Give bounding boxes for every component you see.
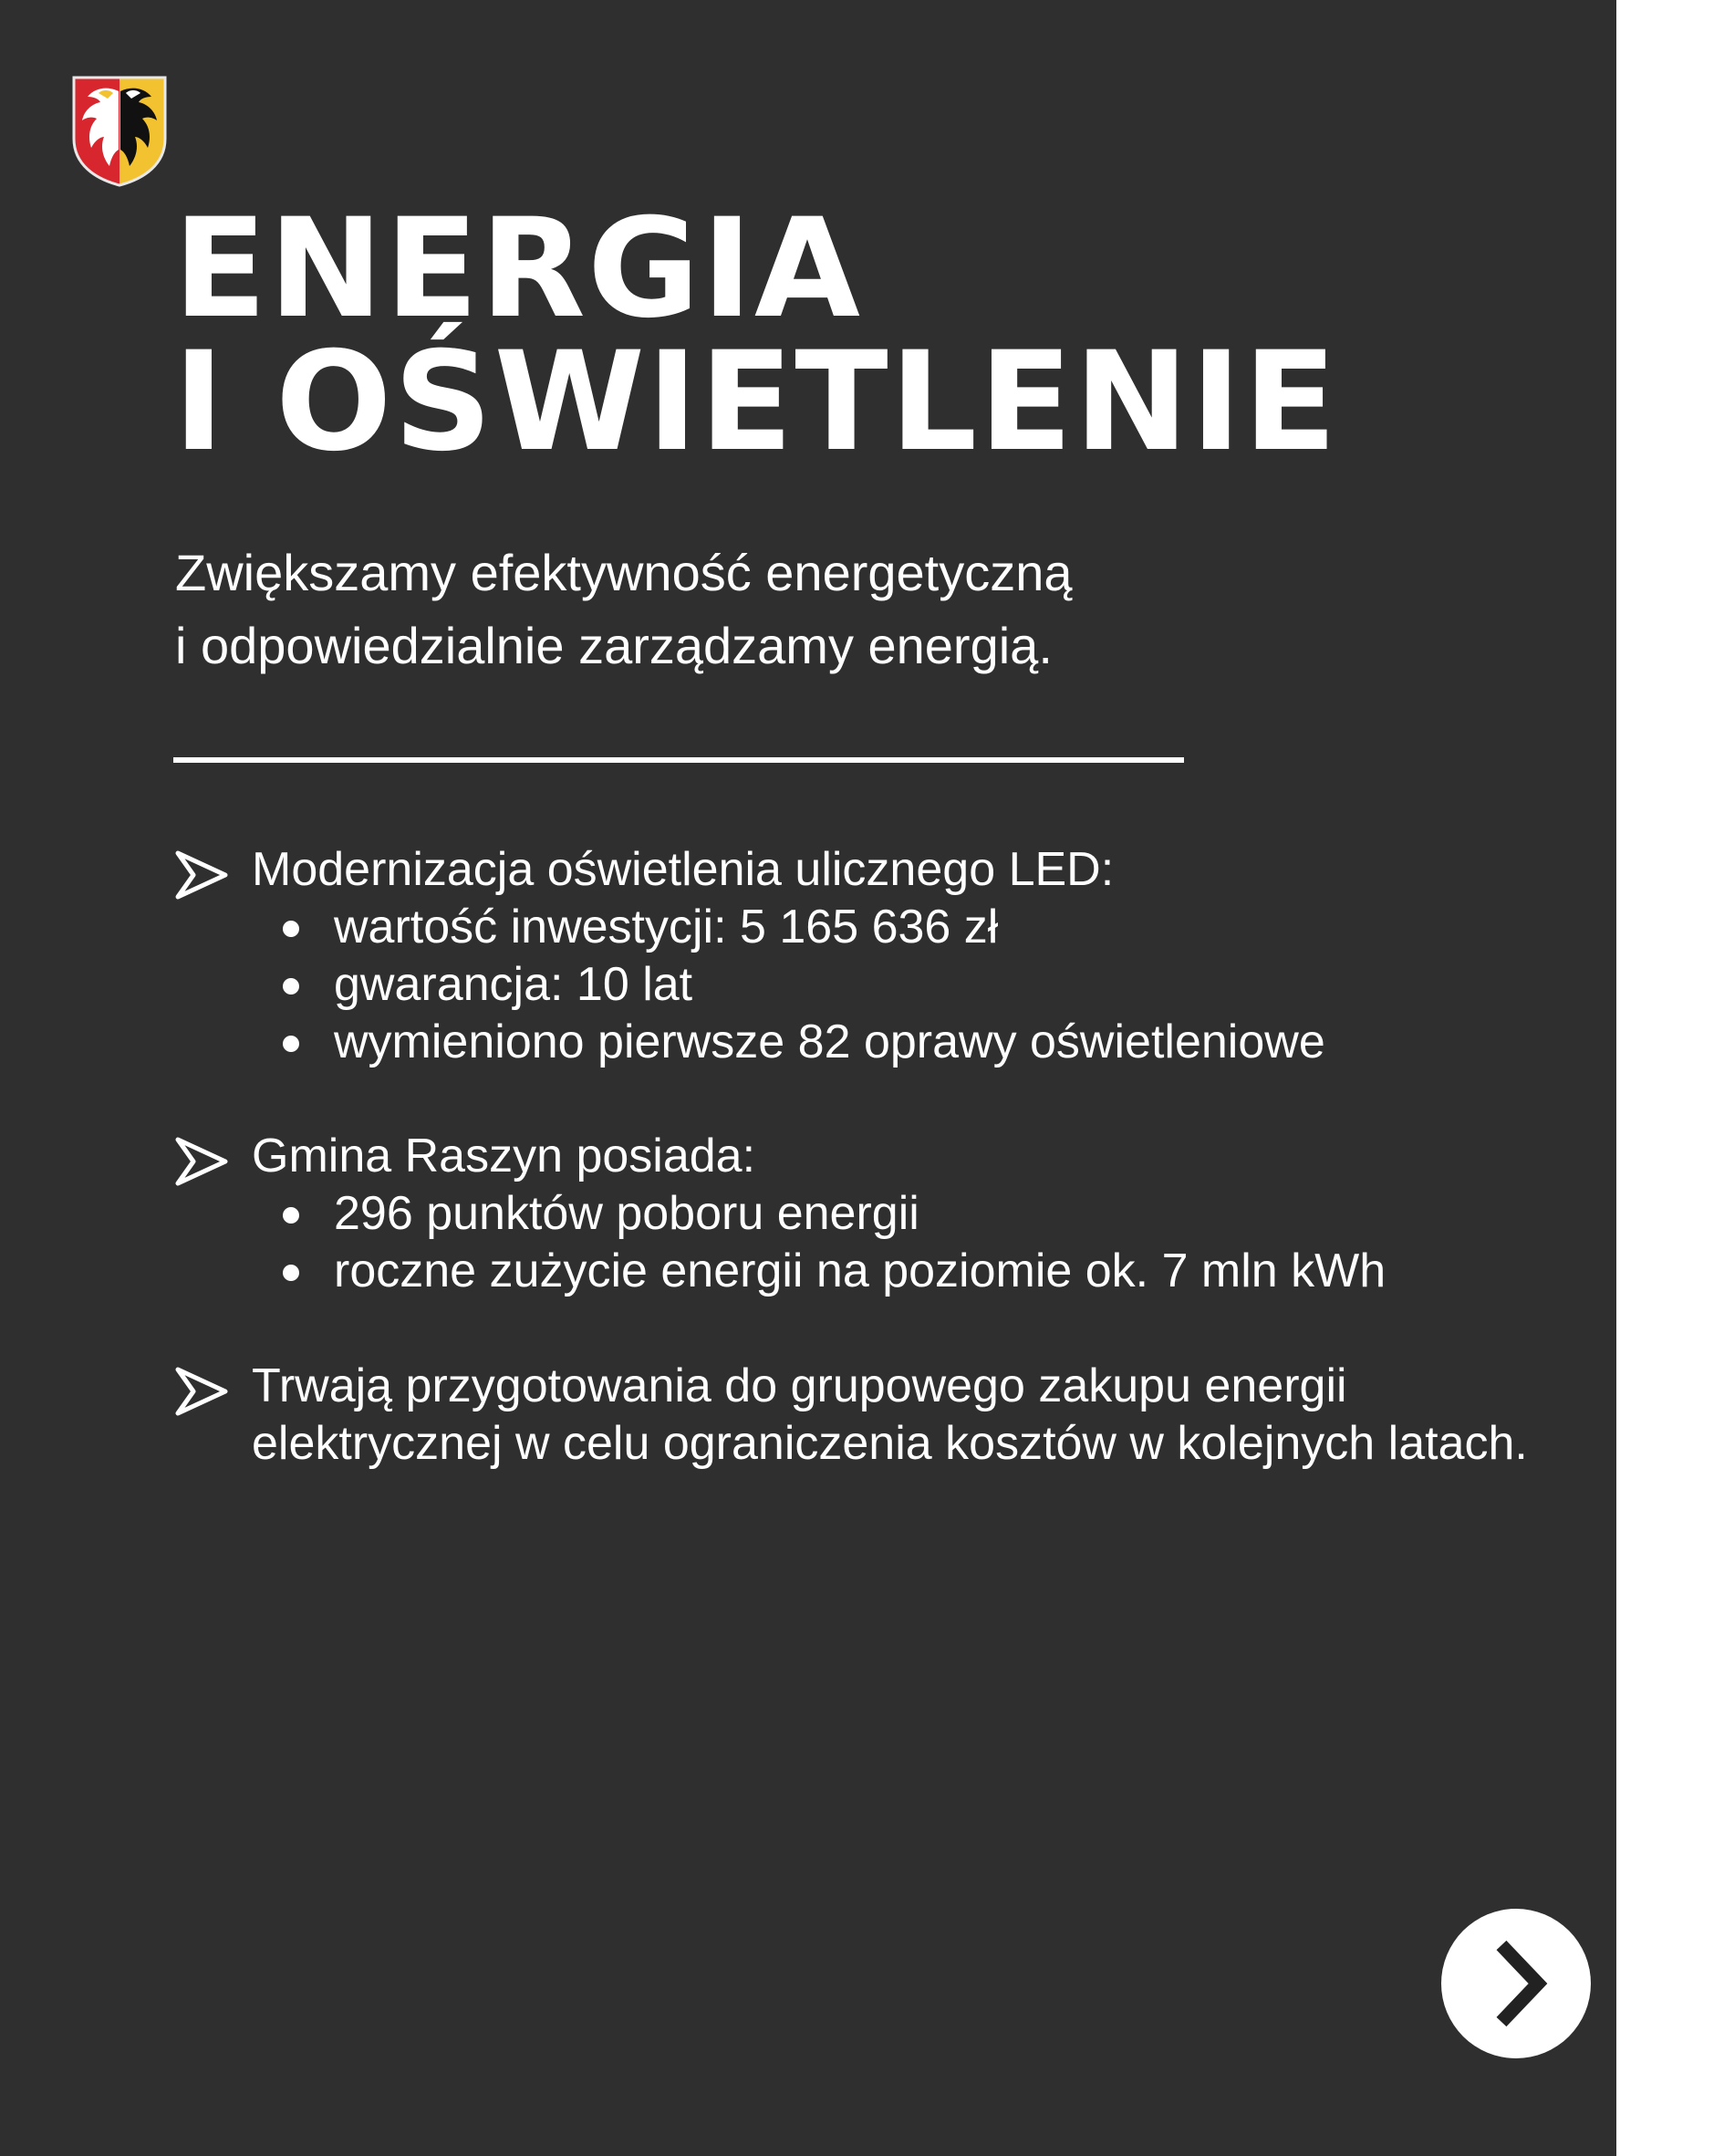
page-title — [173, 190, 1339, 482]
list-item: 296 punktów poboru energii — [283, 1185, 1386, 1243]
section-heading: Modernizacja oświetlenia ulicznego LED: — [252, 843, 1115, 896]
list-item: roczne zużycie energii na poziomie ok. 7 mln kWh — [283, 1243, 1386, 1300]
title-line-1: ENERGIA — [173, 190, 862, 349]
bullet-list — [283, 899, 1325, 1071]
section-heading: Gmina Raszyn posiada: — [252, 1130, 756, 1182]
list-item: wartość inwestycji: 5 165 636 zł — [283, 899, 1325, 956]
chevron-right-icon — [1441, 1909, 1591, 2058]
divider — [173, 757, 1184, 763]
arrow-right-outline-icon — [173, 1135, 230, 1188]
list-item: gwarancja: 10 lat — [283, 956, 1325, 1014]
arrow-right-outline-icon — [173, 849, 230, 901]
title-line-2: I OŚWIETLENIE — [173, 323, 1339, 482]
coat-of-arms-icon — [71, 75, 168, 188]
bullet-list — [283, 1185, 1386, 1300]
next-page-button[interactable] — [1441, 1909, 1591, 2058]
subtitle-line-1: Zwiększamy efektywność energetyczną — [175, 544, 1073, 601]
list-item: wymieniono pierwsze 82 oprawy oświetleniowe — [283, 1014, 1325, 1071]
subtitle-line-2: i odpowiedzialnie zarządzamy energią. — [175, 617, 1053, 674]
subtitle — [175, 536, 1073, 682]
section-text: Trwają przygotowania do grupowego zakupu energii elektrycznej w celu ograniczenia kosztów w kolejnych latach. — [252, 1359, 1528, 1470]
arrow-right-outline-icon — [173, 1365, 230, 1418]
